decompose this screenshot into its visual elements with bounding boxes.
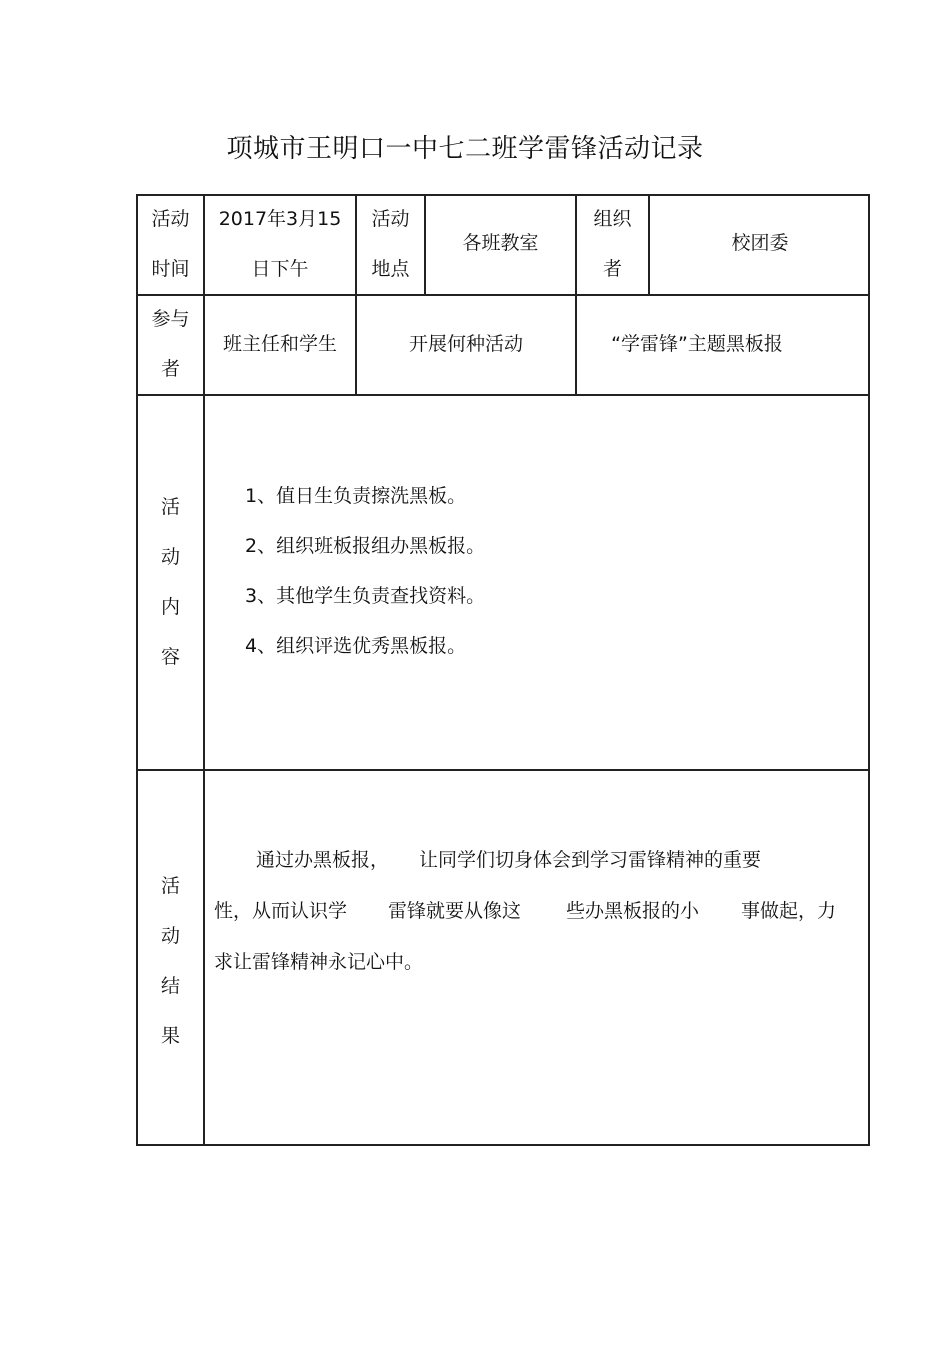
content-label — [138, 482, 203, 682]
organizer-label-line2: 者 — [602, 258, 622, 280]
row-divider-3 — [136, 769, 870, 771]
time-label-line1: 活动 — [151, 208, 190, 230]
place-label-line2: 地点 — [371, 258, 410, 280]
content-item: 1、值日生负责擦洗黑板。 — [245, 485, 467, 507]
participants-label-line1: 参与 — [151, 308, 190, 330]
place-label-line1: 活动 — [371, 208, 410, 230]
content-item: 4、组织评选优秀黑板报。 — [245, 635, 467, 657]
time-label — [138, 194, 203, 294]
content-item: 3、其他学生负责查找资料。 — [245, 585, 486, 607]
participants-label — [138, 294, 203, 394]
result-label-char4: 果 — [160, 1025, 180, 1047]
activity-kind-value: “学雷锋”主题黑板报 — [611, 333, 783, 355]
activity-kind-label: 开展何种活动 — [408, 333, 523, 355]
result-label-char1: 活 — [160, 875, 180, 897]
result-label-char2: 动 — [160, 925, 180, 947]
place-label — [357, 194, 424, 294]
content-label-char1: 活 — [160, 496, 180, 518]
result-text-segment: 求让雷锋精神永记心中。 — [214, 951, 424, 973]
content-item: 2、组织班板报组办黑板报。 — [245, 535, 486, 557]
result-label — [138, 861, 203, 1061]
result-label-char3: 结 — [160, 975, 180, 997]
organizer-label-line1: 组织 — [593, 208, 632, 230]
result-text-segment: 性，从而认识学 — [214, 900, 348, 922]
time-value — [205, 194, 355, 294]
content-label-char4: 容 — [160, 646, 180, 668]
result-text-segment: 些办黑板报的小 — [566, 900, 700, 922]
row-divider-1 — [136, 294, 870, 296]
document-title: 项城市王明口一中七二班学雷锋活动记录 — [226, 134, 704, 164]
result-text-segment: 雷锋就要从像这 — [388, 900, 522, 922]
time-label-line2: 时间 — [151, 258, 190, 280]
row-divider-2 — [136, 394, 870, 396]
organizer-label — [577, 194, 648, 294]
content-label-char3: 内 — [160, 596, 180, 618]
time-value-line1: 2017年3月15 — [218, 208, 342, 230]
organizer-value: 校团委 — [731, 232, 789, 254]
participants-label-line2: 者 — [160, 358, 180, 380]
content-label-char2: 动 — [160, 546, 180, 568]
result-text-segment: 事做起，力 — [741, 900, 837, 922]
result-text-segment: 让同学们切身体会到学习雷锋精神的重要 — [419, 849, 762, 871]
place-value: 各班教室 — [462, 232, 539, 254]
time-value-line2: 日下午 — [251, 258, 309, 280]
participants-value: 班主任和学生 — [222, 333, 337, 355]
result-text-segment: 通过办黑板报， — [256, 849, 390, 871]
